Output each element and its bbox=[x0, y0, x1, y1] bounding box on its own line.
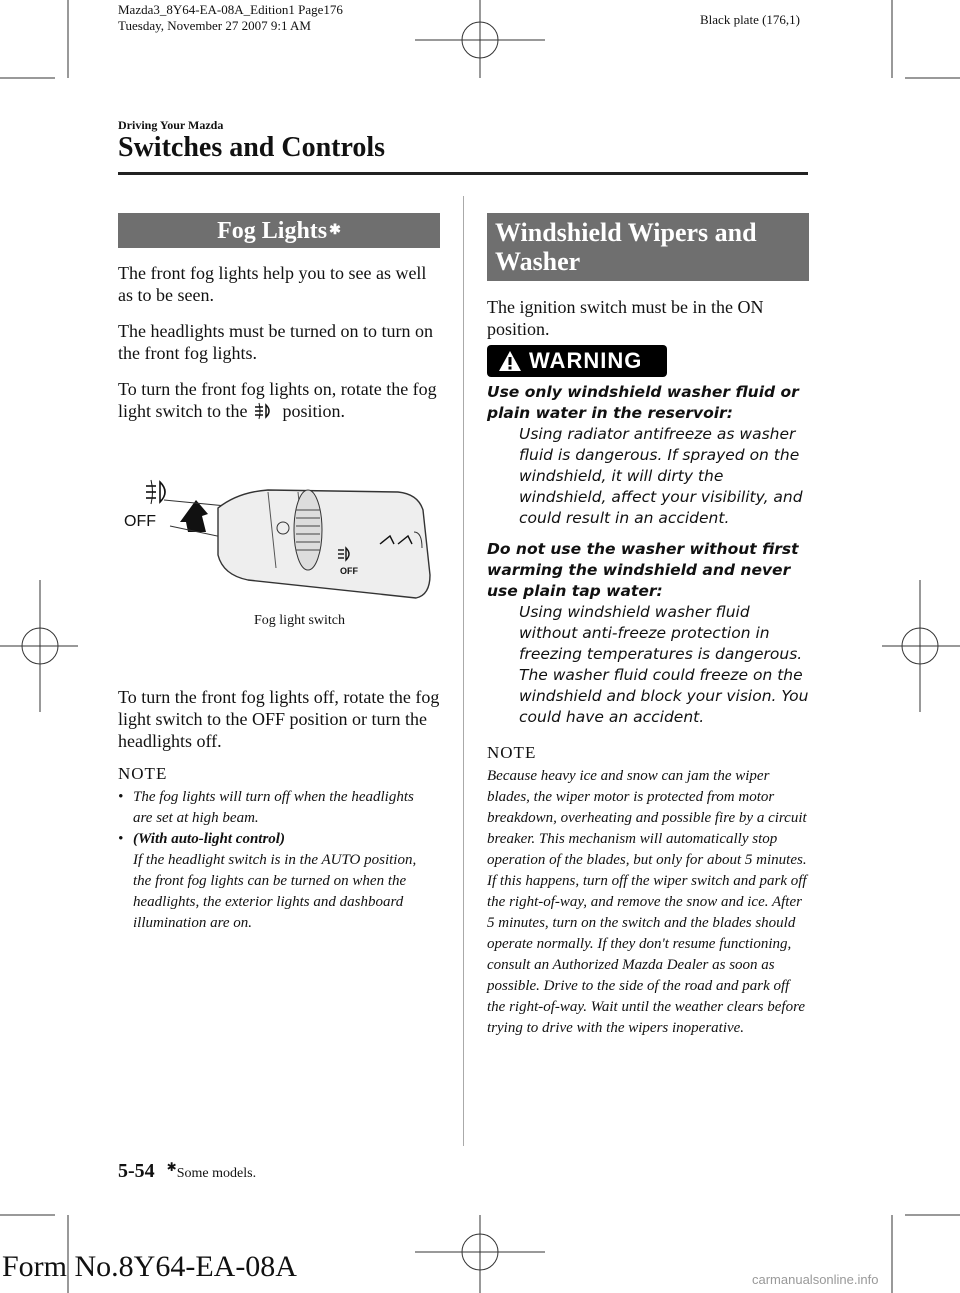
warning-badge bbox=[487, 345, 667, 377]
fog-para-3 bbox=[118, 378, 448, 422]
fog-light-symbol-icon bbox=[252, 402, 278, 420]
direction-arrow-icon bbox=[180, 500, 208, 532]
page-title: Switches and Controls bbox=[118, 132, 386, 163]
section-label: Driving Your Mazda bbox=[118, 118, 224, 132]
warning-triangle-icon bbox=[497, 349, 523, 373]
wipers-intro: The ignition switch must be in the ON position. bbox=[487, 297, 764, 339]
fog-note-item-2-body: If the headlight switch is in the AUTO position, the front fog lights can be turned on when the headlights, the exterior lights and dashboard illumination are on. bbox=[133, 852, 417, 931]
wipers-heading-line2: Washer bbox=[495, 247, 581, 276]
some-models-mark: ✱ bbox=[329, 223, 341, 238]
warning-1-body: Using radiator antifreeze as washer fluid is dangerous. If sprayed on the windshield, it will dirty the windshield, affect your visibility, and could result in an accident. bbox=[519, 425, 803, 527]
fog-para-1: The front fog lights help you to see as well as to be seen. bbox=[118, 263, 427, 305]
fog-note-list bbox=[118, 787, 418, 934]
wipers-note-title: NOTE bbox=[487, 743, 537, 762]
fog-note-title: NOTE bbox=[118, 764, 168, 783]
fog-note-item-2: • (With auto-light control) bbox=[118, 831, 285, 847]
fog-lights-heading bbox=[118, 213, 440, 248]
plate-info: Black plate (176,1) bbox=[700, 12, 800, 27]
warning-2-title: Do not use the washer without first warming the windshield and never use plain tap water: bbox=[487, 540, 799, 600]
print-info-line2: Tuesday, November 27 2007 9:1 AM bbox=[118, 18, 311, 33]
fog-para-3a: To turn the front fog lights on, rotate the fog light switch to the bbox=[118, 379, 437, 421]
svg-text:OFF: OFF bbox=[340, 566, 358, 576]
column-divider bbox=[463, 196, 464, 1146]
figure-caption: Fog light switch bbox=[254, 613, 346, 628]
fog-para-4: To turn the front fog lights off, rotate the fog light switch to the OFF position or turn the headlights off. bbox=[118, 687, 440, 751]
fog-lights-heading-text: Fog Lights bbox=[217, 218, 328, 244]
fog-para-2: The headlights must be turned on to turn on the front fog lights. bbox=[118, 321, 433, 363]
warning-block-1 bbox=[487, 382, 809, 529]
wipers-heading-line1: Windshield Wipers and bbox=[495, 218, 757, 247]
fog-para-3b: position. bbox=[282, 401, 346, 421]
warning-1-title: Use only windshield washer fluid or plain water in the reservoir: bbox=[487, 383, 799, 422]
form-number: Form No.8Y64-EA-08A bbox=[2, 1250, 297, 1283]
warning-2-body: Using windshield washer fluid without anti-freeze protection in freezing temperatures is dangerous. The washer fluid could freeze on the windshield and block your vision. You could have an accident. bbox=[519, 603, 809, 726]
fog-note-item-1: • The fog lights will turn off when the headlights are set at high beam. bbox=[118, 789, 414, 826]
footnote-mark: ✱ bbox=[166, 1160, 177, 1174]
watermark: carmanualsonline.info bbox=[752, 1272, 879, 1287]
off-label: OFF bbox=[124, 513, 156, 530]
fog-light-symbol-icon bbox=[146, 480, 165, 504]
fog-note-item-2-title: (With auto-light control) bbox=[133, 831, 285, 847]
wipers-heading bbox=[487, 213, 809, 281]
print-info-line1: Mazda3_8Y64-EA-08A_Edition1 Page176 bbox=[118, 2, 343, 17]
page-number: 5-54 bbox=[118, 1160, 155, 1182]
wipers-note-body: Because heavy ice and snow can jam the wiper blades, the wiper motor is protected from motor breakdown, overheating and possible fire by a circuit breaker. This mechanism will automatically stop operation of the blades, but only for about 5 minutes. If this happens, turn off the wiper switch and park off the right-of-way, and remove the snow and ice. After 5 minutes, turn on the switch and the blades should operate normally. If they don't resume functioning, consult an Authorized Mazda Dealer as soon as possible. Drive to the side of the road and park off the right-of-way. Wait until the weather clears before trying to drive with the wipers inoperative. bbox=[487, 768, 807, 1036]
footer-page bbox=[118, 1160, 256, 1183]
footnote-text: Some models. bbox=[176, 1166, 257, 1181]
fog-switch-illustration bbox=[118, 470, 438, 615]
warning-label: WARNING bbox=[529, 348, 643, 373]
fog-note-item-1-text: The fog lights will turn off when the headlights are set at high beam. bbox=[133, 789, 414, 826]
print-info bbox=[118, 2, 343, 34]
header-rule bbox=[118, 172, 808, 175]
warning-block-2 bbox=[487, 539, 809, 728]
